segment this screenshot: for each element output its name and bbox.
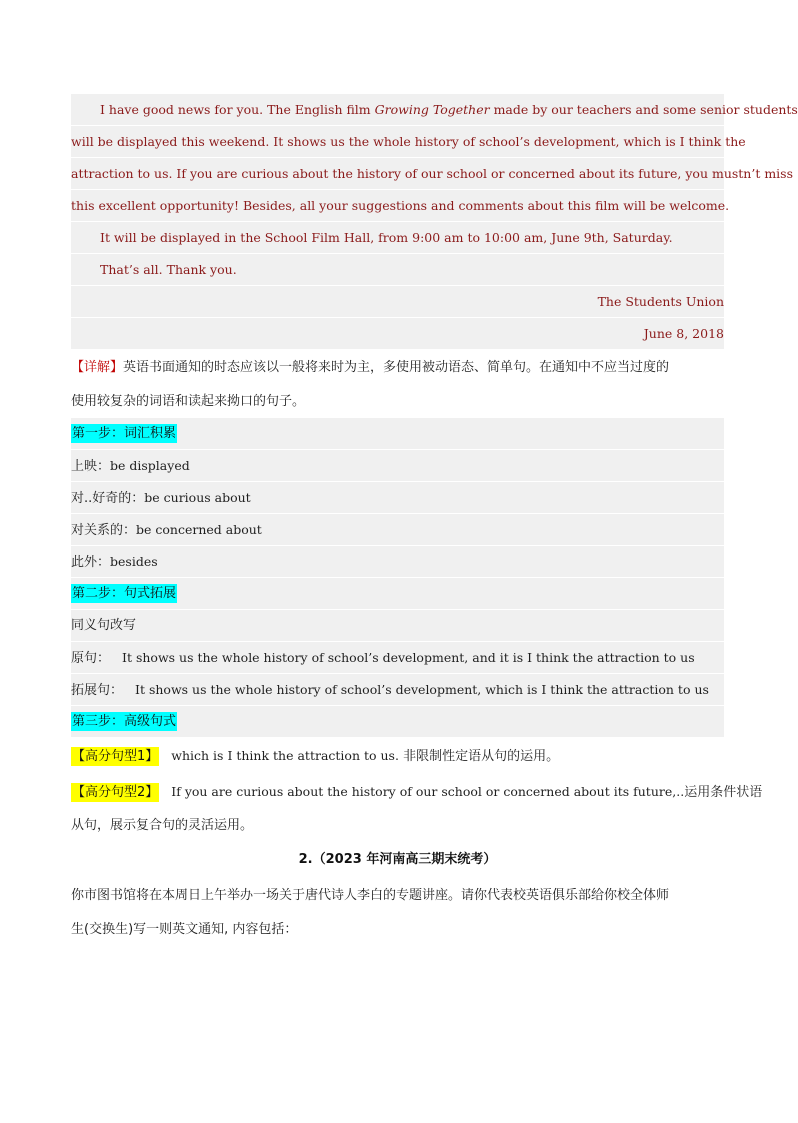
vocab-cn: 上映： — [71, 459, 111, 474]
step-2-label: 第二步：句式拓展 — [72, 586, 177, 601]
vocab-en: be displayed — [110, 458, 190, 473]
document-page — [71, 94, 798, 946]
step-2-heading — [71, 578, 724, 610]
sentence-pattern-2-cont: 从句，展示复合句的灵活运用。 — [71, 810, 724, 842]
sentence-pattern-2 — [71, 774, 763, 810]
original-label: 原句： — [71, 651, 111, 666]
pattern-2-cn: 运用条件状语 — [684, 785, 763, 800]
analysis-text: 英语书面通知的时态应该以一般将来时为主，多使用被动语态、简单句。在通知中不应当过度的 — [123, 360, 670, 375]
extended-text: It shows us the whole history of school’s development, which is I think the attraction to us — [135, 682, 709, 697]
question-heading: 2.（2023 年河南高三期末统考） — [71, 842, 724, 878]
vocab-cn: 对..好奇的： — [71, 491, 145, 506]
question-text-2: 生(交换生)写一则英文通知, 内容包括： — [71, 914, 724, 946]
vocab-cn: 此外： — [71, 555, 111, 570]
original-sentence — [71, 642, 724, 674]
analysis-label: 【详解】 — [71, 360, 124, 375]
sentence-pattern-1 — [71, 738, 724, 774]
extended-sentence — [71, 674, 724, 706]
notice-line-4: this excellent opportunity! Besides, all your suggestions and comments about this film will be welcome. — [71, 190, 724, 222]
notice-line-2: will be displayed this weekend. It shows us the whole history of school’s development, which is I think the — [71, 126, 724, 158]
question-text-1: 你市图书馆将在本周日上午举办一场关于唐代诗人李白的专题讲座。请你代表校英语俱乐部给你校全体师 — [71, 878, 724, 914]
step-3-heading — [71, 706, 724, 738]
step-1-label: 第一步：词汇积累 — [72, 426, 177, 441]
vocab-en: be concerned about — [136, 522, 262, 537]
vocab-item — [71, 482, 724, 514]
notice-paragraph-2: It will be displayed in the School Film Hall, from 9:00 am to 10:00 am, June 9th, Saturday. — [71, 222, 724, 254]
notice-text: made by our teachers and some senior students — [489, 102, 798, 117]
extended-label: 拓展句： — [71, 683, 124, 698]
pattern-2-label: 【高分句型2】 — [72, 785, 159, 800]
notice-paragraph-3: That’s all. Thank you. — [71, 254, 724, 286]
notice-signature: The Students Union — [71, 286, 724, 318]
step-1-heading — [71, 418, 724, 450]
pattern-1-en: which is I think the attraction to us. — [171, 748, 399, 763]
vocab-en: besides — [110, 554, 158, 569]
vocab-en: be curious about — [144, 490, 251, 505]
original-text: It shows us the whole history of school’s development, and it is I think the attraction to us — [122, 650, 695, 665]
analysis-line-2: 使用较复杂的词语和读起来拗口的句子。 — [71, 386, 724, 418]
pattern-1-cn: 非限制性定语从句的运用。 — [398, 749, 560, 764]
vocab-item — [71, 450, 724, 482]
vocab-item — [71, 514, 724, 546]
vocab-item — [71, 546, 724, 578]
notice-line-1 — [71, 94, 798, 126]
notice-text: I have good news for you. The English film — [100, 102, 375, 117]
notice-date: June 8, 2018 — [71, 318, 724, 350]
notice-line-3: attraction to us. If you are curious about the history of our school or concerned about its future, you mustn’t miss — [71, 158, 724, 190]
synonym-title: 同义句改写 — [71, 610, 724, 642]
step-3-label: 第三步：高级句式 — [72, 714, 177, 729]
pattern-2-en: If you are curious about the history of our school or concerned about its future,.. — [171, 784, 685, 799]
film-title: Growing Together — [374, 102, 490, 117]
vocab-cn: 对关系的： — [71, 523, 137, 538]
pattern-1-label: 【高分句型1】 — [72, 749, 159, 764]
analysis-line-1 — [71, 350, 724, 386]
